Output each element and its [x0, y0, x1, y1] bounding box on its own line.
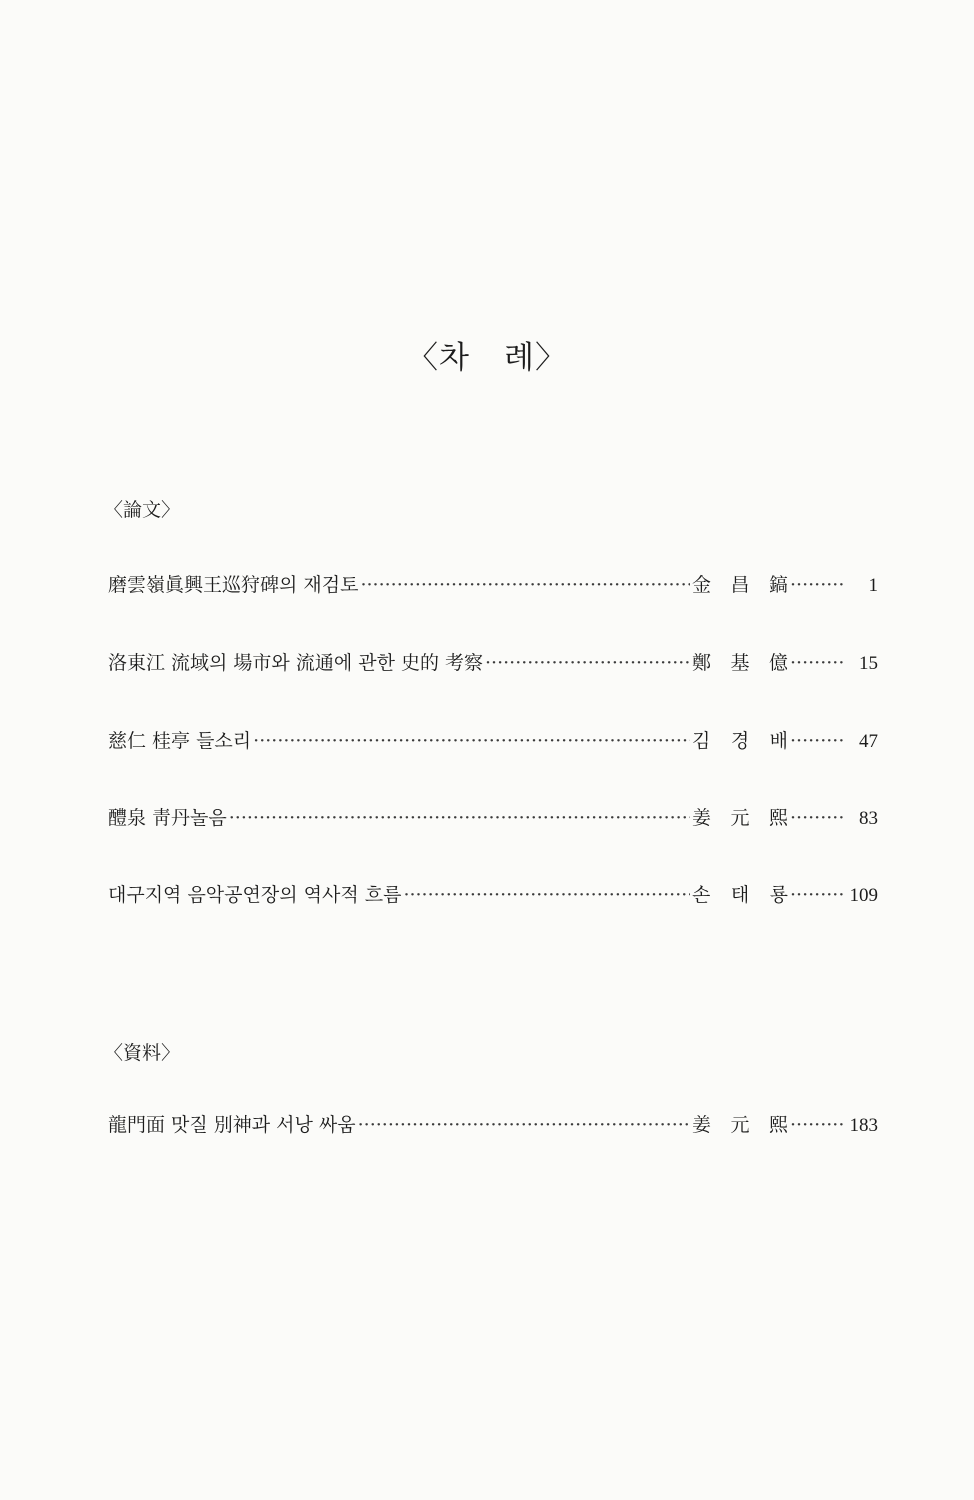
- toc-entry-author: [692, 648, 788, 678]
- toc-entry-page: 83: [859, 808, 878, 829]
- dot-leader: [229, 803, 690, 833]
- author-char: 손: [692, 884, 711, 906]
- toc-entry-title: 龍門面 맛질 別神과 서낭 싸움: [108, 1114, 356, 1136]
- section-heading-materials: 〈資料〉: [104, 1042, 181, 1064]
- author-char: 룡: [769, 884, 788, 906]
- toc-entry[interactable]: [108, 803, 878, 833]
- toc-entry[interactable]: [108, 570, 878, 600]
- author-char: 태: [730, 884, 750, 906]
- dot-leader: [403, 880, 690, 910]
- author-char: 金: [692, 574, 712, 596]
- dot-leader: [790, 803, 846, 833]
- dot-leader: [253, 726, 690, 756]
- page-title-left: 〈차: [407, 340, 470, 376]
- author-char: 基: [730, 652, 750, 674]
- author-char: 경: [730, 730, 750, 752]
- dot-leader: [358, 1110, 690, 1140]
- author-char: 姜: [692, 807, 712, 829]
- author-char: 姜: [692, 1114, 712, 1136]
- toc-entry-page: 1: [868, 575, 878, 596]
- dot-leader: [790, 726, 846, 756]
- author-char: 昌: [730, 574, 750, 596]
- toc-entry-author: [692, 726, 788, 756]
- author-char: 億: [768, 652, 788, 674]
- author-char: 元: [730, 1114, 750, 1136]
- author-char: 熙: [768, 807, 788, 829]
- dot-leader: [790, 648, 846, 678]
- toc-entry-title: 磨雲嶺眞興王巡狩碑의 재검토: [108, 574, 359, 596]
- toc-entry-author: [692, 803, 788, 833]
- author-char: 元: [730, 807, 750, 829]
- toc-entry[interactable]: [108, 648, 878, 678]
- toc-entry-page: 47: [859, 731, 878, 752]
- toc-entry-author: [692, 570, 788, 600]
- dot-leader: [790, 1110, 846, 1140]
- author-char: 김: [692, 730, 711, 752]
- page-title-right: 례〉: [504, 340, 567, 376]
- toc-entry[interactable]: [108, 726, 878, 756]
- author-char: 熙: [768, 1114, 788, 1136]
- toc-entry-title: 대구지역 음악공연장의 역사적 흐름: [108, 884, 402, 906]
- toc-entry-page: 15: [859, 653, 878, 674]
- author-char: 鎬: [768, 574, 788, 596]
- dot-leader: [360, 570, 690, 600]
- toc-entry-title: 洛東江 流域의 場市와 流通에 관한 史的 考察: [108, 652, 484, 674]
- toc-entry[interactable]: [108, 1110, 878, 1140]
- author-char: 鄭: [692, 652, 712, 674]
- toc-entry-page: 183: [849, 1115, 878, 1136]
- toc-entry-title: 慈仁 桂亭 들소리: [108, 730, 252, 752]
- dot-leader: [790, 570, 846, 600]
- page-title: [0, 333, 974, 383]
- toc-entry-author: [692, 880, 788, 910]
- toc-entry[interactable]: [108, 880, 878, 910]
- toc-entry-title: 醴泉 靑丹놀음: [108, 807, 227, 829]
- toc-entry-page: 109: [849, 885, 878, 906]
- dot-leader: [790, 880, 846, 910]
- author-char: 배: [769, 730, 788, 752]
- dot-leader: [485, 648, 690, 678]
- section-heading-papers: 〈論文〉: [104, 499, 181, 521]
- toc-entry-author: [692, 1110, 788, 1140]
